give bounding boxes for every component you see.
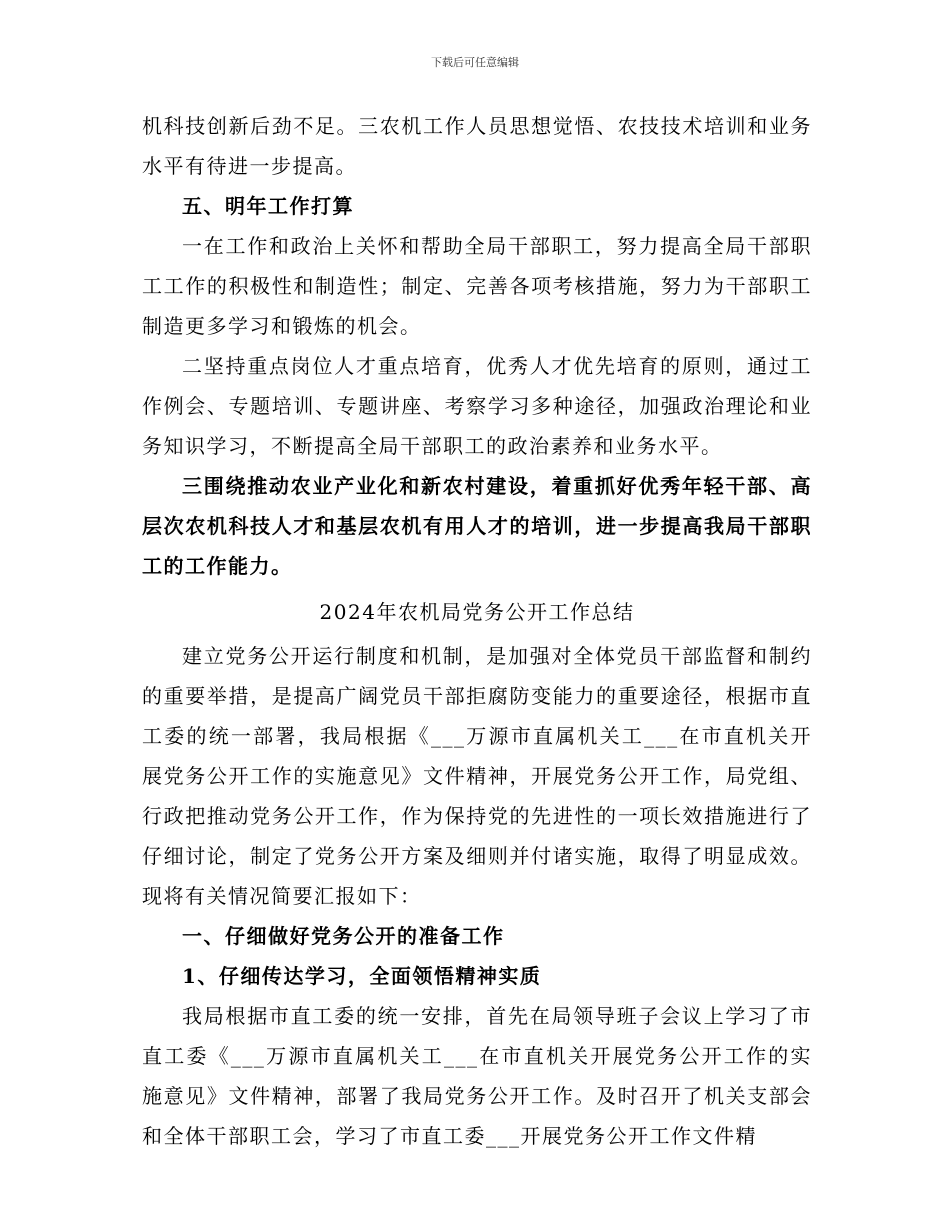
document-title: 2024年农机局党务公开工作总结 (319, 600, 635, 624)
section-heading-5: 五、明年工作打算 (182, 194, 354, 218)
subsection-heading-1-1: 1、仔细传达学习，全面领悟精神实质 (182, 964, 542, 988)
paragraph-plan-3: 三围绕推动农业产业化和新农村建设，着重抓好优秀年轻干部、高层次农机科技人才和基层农机有用人才的培训，进一步提高我局干部职工的工作能力。 (142, 474, 812, 578)
paragraph-continued: 机科技创新后劲不足。三农机工作人员思想觉悟、农技技术培训和业务水平有待进一步提高。 (142, 114, 812, 178)
page-header: 下载后可任意编辑 (431, 56, 519, 69)
paragraph-intro: 建立党务公开运行制度和机制，是加强对全体党员干部监督和制约的重要举措，是提高广阔党员干部拒腐防变能力的重要途径，根据市直工委的统一部署，我局根据《___万源市直属机关工___在市直机关开展党务公开工作的实施意见》文件精神，开展党务公开工作，局党组、行政把推动党务公开工作，作为保持党的先进性的一项长效措施进行了仔细讨论，制定了党务公开方案及细则并付诸实施，取得了明显成效。现将有关情况简要汇报如下： (142, 644, 812, 908)
section-heading-1: 一、仔细做好党务公开的准备工作 (182, 924, 505, 948)
paragraph-study: 我局根据市直工委的统一安排，首先在局领导班子会议上学习了市直工委《___万源市直属机关工___在市直机关开展党务公开工作的实施意见》文件精神，部署了我局党务公开工作。及时召开了机关支部会和全体干部职工会，学习了市直工委___开展党务公开工作文件精 (142, 1004, 812, 1148)
paragraph-plan-2: 二坚持重点岗位人才重点培育，优秀人才优先培育的原则，通过工作例会、专题培训、专题讲座、考察学习多种途径，加强政治理论和业务知识学习，不断提高全局干部职工的政治素养和业务水平。 (142, 354, 812, 458)
paragraph-plan-1: 一在工作和政治上关怀和帮助全局干部职工，努力提高全局干部职工工作的积极性和制造性；制定、完善各项考核措施，努力为干部职工制造更多学习和锻炼的机会。 (142, 234, 812, 338)
document-body (142, 106, 812, 1156)
